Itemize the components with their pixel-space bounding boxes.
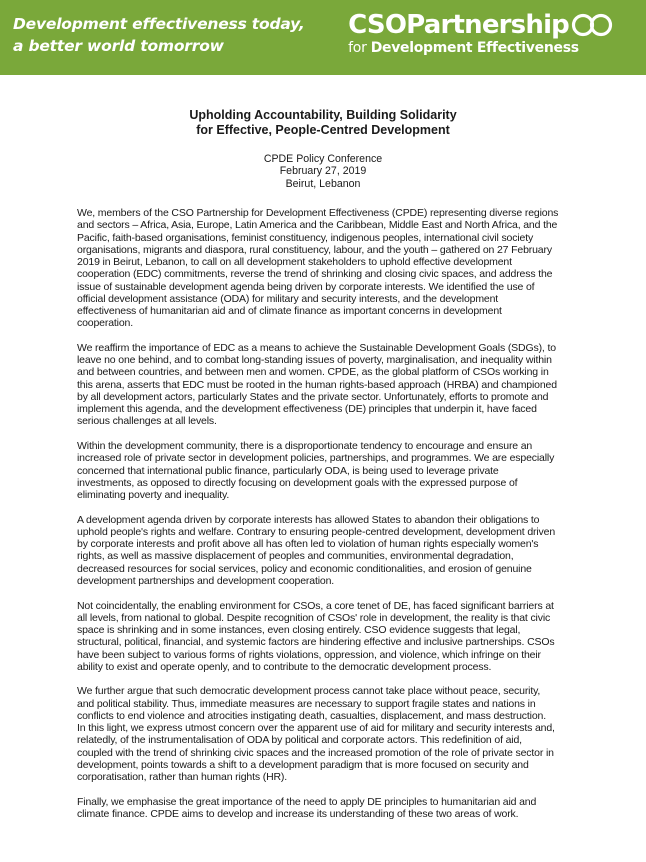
logo-sub-bold: Development Effectiveness [370, 40, 579, 56]
paragraph-line: by corporate interests and profit above all has often led to violation of human rights especially women's [77, 538, 539, 551]
paragraph-line: climate finance. CPDE aims to develop and increase its understanding of these two areas of work. [77, 808, 519, 821]
paragraph-line: coupled with the trend of shrinking civic spaces and the increased promotion of the role of private sector in [77, 746, 554, 759]
paragraph-line: investments, as opposed to directly focusing on development goals with the expressed purpose of [77, 476, 518, 489]
body-paragraph [77, 440, 577, 501]
paragraph-line: development partnerships and development cooperation. [77, 574, 335, 587]
body-paragraph [77, 685, 577, 783]
paragraph-line: rights, as well as massive displacement of peoples and communities, environmental degradation, [77, 550, 514, 563]
paragraph-line: uphold people's rights and welfare. Contrary to ensuring people-centred development, development driven [77, 525, 556, 538]
paragraph-line: corporatisation, rather than human rights (HR). [77, 771, 288, 784]
logo-subtitle [348, 40, 616, 56]
paragraph-line: decreased resources for social services, policy and economic conditionalities, and erosion of genuine [77, 562, 532, 575]
body-paragraph [77, 514, 577, 588]
title-line: for Effective, People-Centred Development [196, 123, 450, 137]
conference-location: Beirut, Lebanon [285, 177, 361, 190]
paragraph-line: serious challenges at all levels. [77, 415, 217, 428]
body-paragraph [77, 207, 577, 330]
paragraph-line: official development assistance (ODA) for military and security interests, and the development [77, 292, 499, 305]
paragraph-line: In this light, we express utmost concern over the apparent use of aid for military and security interests and, [77, 722, 555, 735]
paragraph-line: 2019 in Beirut, Lebanon, to call on all development stakeholders to uphold effective development [77, 256, 512, 268]
title-line: Upholding Accountability, Building Solidarity [189, 108, 457, 122]
logo-wordmark [348, 11, 616, 39]
tagline-line: Development effectiveness today, [13, 15, 305, 33]
cso-partnership-logo [348, 11, 616, 56]
body-paragraph [77, 342, 577, 428]
conference-date: February 27, 2019 [279, 165, 367, 178]
paragraph-line: eliminating poverty and inequality. [77, 489, 230, 502]
paragraph-line: increased role of private sector in development policies, partnerships, and programmes. We are especially [77, 452, 555, 465]
header-banner [0, 0, 646, 75]
document-title [0, 108, 646, 138]
paragraph-line: A development agenda driven by corporate interests has allowed States to abandon their obligations to [77, 513, 540, 526]
paragraph-line: structural, political, financial, and systemic factors are hindering effective and inclusive partnerships. CSOs [77, 636, 555, 649]
logo-sub-plain: for [348, 40, 371, 56]
paragraph-line: leave no one behind, and to combat long-standing issues of poverty, marginalisation, and inequality within [77, 354, 552, 367]
paragraph-line: Within the development community, there is a disproportionate tendency to encourage and ensure an [77, 440, 533, 453]
paragraph-line: concerned that international public finance, particularly ODA, is being used to leverage private [77, 464, 499, 477]
paragraph-line: cooperation (EDC) commitments, reverse the trend of shrinking and closing civic spaces, and address the [77, 268, 553, 281]
paragraph-line: space is shrinking and in some instances, even closing entirely. CSO evidence suggests that legal, [77, 624, 521, 637]
body-paragraph [77, 796, 577, 821]
paragraph-line: and between countries, and between men and women. CPDE, as the global platform of CSOs working in [77, 366, 549, 379]
conference-meta [0, 153, 646, 190]
tagline-line: a better world tomorrow [13, 37, 224, 55]
paragraph-line: relatedly, of the instrumentalisation of ODA by political and corporate actors. This redefinition of aid, [77, 734, 522, 747]
body-paragraph [77, 600, 577, 674]
paragraph-line: all levels, from national to global. Despite recognition of CSOs' role in development, the reality is that civic [77, 611, 551, 624]
paragraph-line: organisations, migrants and diaspora, rural constituency, labour, and the youth – gathered on 27 February [77, 243, 552, 256]
tagline [13, 13, 305, 57]
paragraph-line: this arena, asserts that EDC must be rooted in the human rights-based approach (HRBA) and championed [77, 378, 557, 391]
paragraph-line: implement this agenda, and the development effectiveness (DE) principles that underpin it, have faced [77, 403, 537, 416]
paragraph-line: have been subject to various forms of rights violations, oppression, and violence, which infringe on their [77, 648, 541, 661]
paragraph-line: Pacific, faith-based organisations, feminist constituency, indigenous peoples, international civil society [77, 231, 534, 244]
paragraph-line: issue of sustainable development agenda being driven by corporate interests. We identified the use of [77, 280, 535, 293]
paragraph-line: ability to exist and operate openly, and to contribute to the democratic development process. [77, 660, 492, 673]
document-body [77, 207, 577, 833]
paragraph-line: We reaffirm the importance of EDC as a means to achieve the Sustainable Development Goals (SDGs), to [77, 341, 556, 354]
paragraph-line: effectiveness of humanitarian aid and of climate finance as important concerns in development [77, 305, 502, 317]
paragraph-line: We, members of the CSO Partnership for Development Effectiveness (CPDE) representing diverse regions [77, 207, 559, 219]
paragraph-line: by all development actors, particularly States and the private sector. Unfortunately, efforts to promote and [77, 390, 549, 403]
paragraph-line: and sectors – Africa, Asia, Europe, Latin America and the Caribbean, Middle East and North Africa, and the [77, 219, 558, 232]
interlocking-rings-icon [570, 12, 616, 38]
paragraph-line: conflicts to end violence and atrocities instigating death, casualties, displacement, and mass destruction. [77, 709, 546, 722]
paragraph-line: Finally, we emphasise the great importance of the need to apply DE principles to humanitarian aid and [77, 795, 537, 808]
paragraph-line: Not coincidentally, the enabling environment for CSOs, a core tenet of DE, has faced significant barriers at [77, 599, 554, 612]
paragraph-line: cooperation. [77, 317, 133, 330]
paragraph-line: development, points towards a shift to a development paradigm that is more focused on security and [77, 758, 529, 771]
logo-main-text: CSOPartnership [348, 10, 569, 40]
paragraph-line: We further argue that such democratic development process cannot take place without peace, security, [77, 685, 541, 698]
conference-name: CPDE Policy Conference [263, 153, 383, 165]
paragraph-line: and political stability. Thus, immediate measures are necessary to support fragile states and nations in [77, 697, 536, 710]
